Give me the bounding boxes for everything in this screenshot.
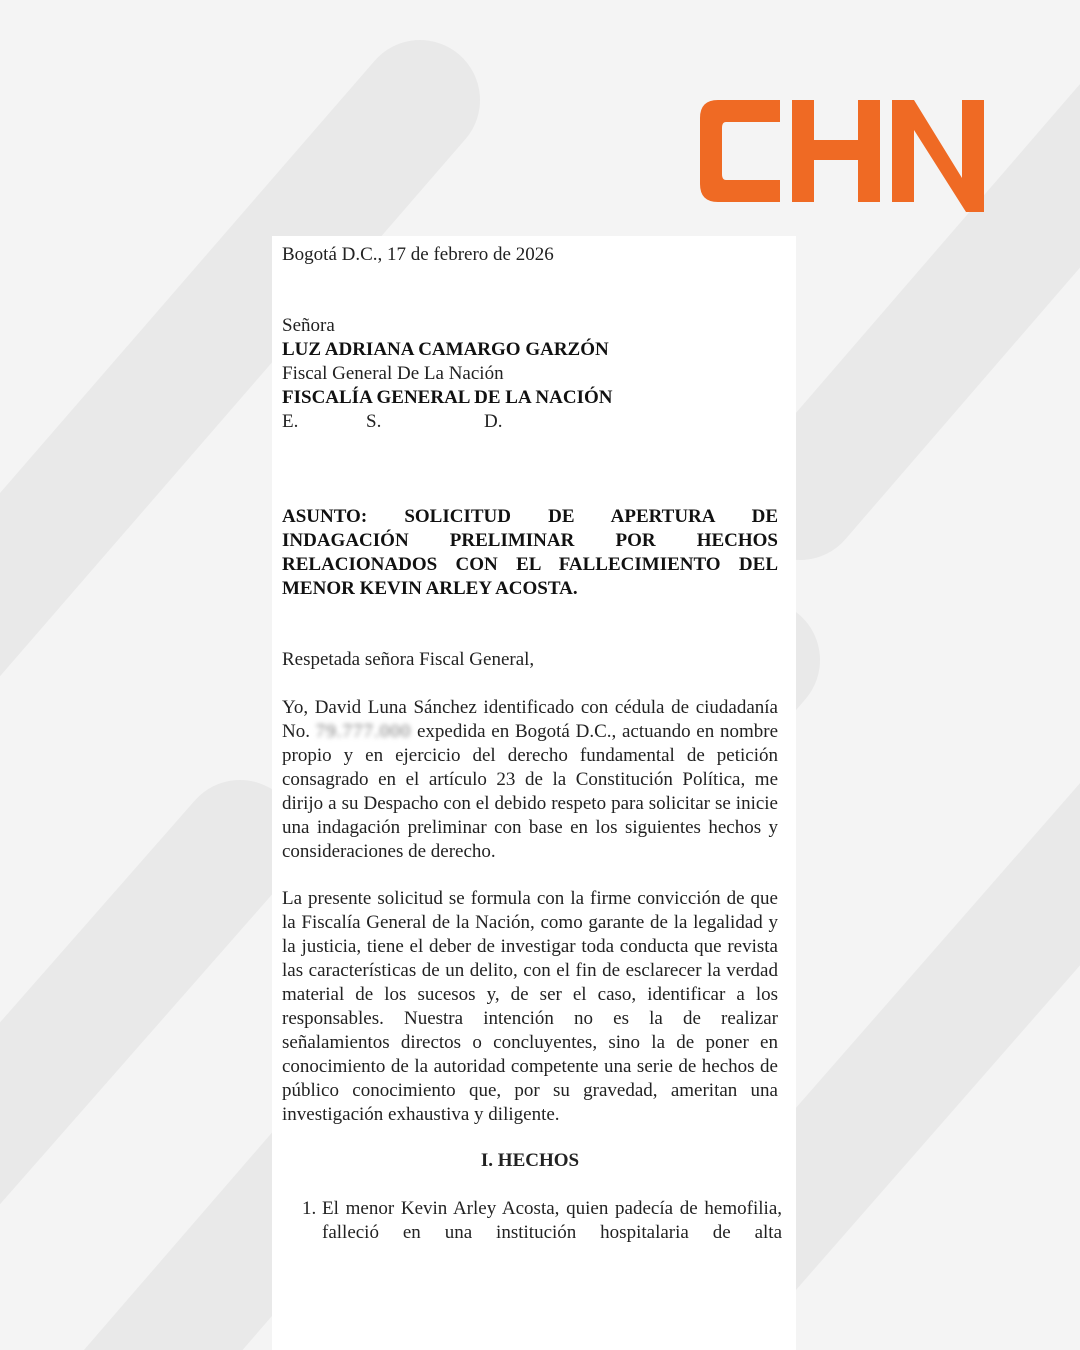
recipient-salutation-title: Señora xyxy=(282,315,335,336)
section-heading-hechos: I. HECHOS xyxy=(480,1150,580,1171)
esd-e: E. xyxy=(282,411,299,432)
list-item xyxy=(302,1197,782,1245)
subject: ASUNTO: SOLICITUD DE APERTURA DE INDAGACIÓN PRELIMINAR POR HECHOS RELACIONADOS CON EL FALLECIMIENTO DEL MENOR KEVIN ARLEY ACOSTA. xyxy=(282,506,778,599)
paragraph-1-intro: Yo, David Luna Sánchez identificado con cédula de ciudadanía No. xyxy=(282,697,778,742)
recipient-organization: FISCALÍA GENERAL DE LA NACIÓN xyxy=(282,387,613,408)
place-date: Bogotá D.C., 17 de febrero de 2026 xyxy=(282,244,554,265)
esd-s: S. xyxy=(366,411,382,432)
fact-text: El menor Kevin Arley Acosta, quien padecía de hemofilia, falleció en una institución hospitalaria de alta xyxy=(322,1198,782,1243)
recipient-name: LUZ ADRIANA CAMARGO GARZÓN xyxy=(282,339,609,360)
paragraph-2: La presente solicitud se formula con la firme convicción de que la Fiscalía General de la Nación, como garante de la legalidad y la justicia, tiene el deber de investigar toda conducta que revista las características de un delito, con el fin de esclarecer la verdad material de los sucesos y, de ser el caso, identificar a los responsables. Nuestra intención no es la de realizar señalamientos directos o concluyentes, sino la de poner en conocimiento de la autoridad competente una serie de hechos de público conocimiento que, por su gravedad, ameritan una investigación exhaustiva y diligente. xyxy=(282,888,778,1125)
chn-logo xyxy=(696,78,986,212)
fact-number: 1. xyxy=(302,1198,317,1219)
esd-d: D. xyxy=(484,411,503,432)
recipient-esd xyxy=(282,410,778,434)
id-number-redacted: 79.777.000 xyxy=(315,721,412,742)
paragraph-1 xyxy=(282,696,778,864)
greeting: Respetada señora Fiscal General, xyxy=(282,649,535,670)
paragraph-1-body: expedida en Bogotá D.C., actuando en nombre propio y en ejercicio del derecho fundamental de petición consagrado en el artículo 23 de la Constitución Política, me dirijo a su Despacho con el debido respeto para solicitar se inicie una indagación preliminar con base en los siguientes hechos y consideraciones de derecho. xyxy=(282,721,779,862)
recipient-position: Fiscal General De La Nación xyxy=(282,363,504,384)
